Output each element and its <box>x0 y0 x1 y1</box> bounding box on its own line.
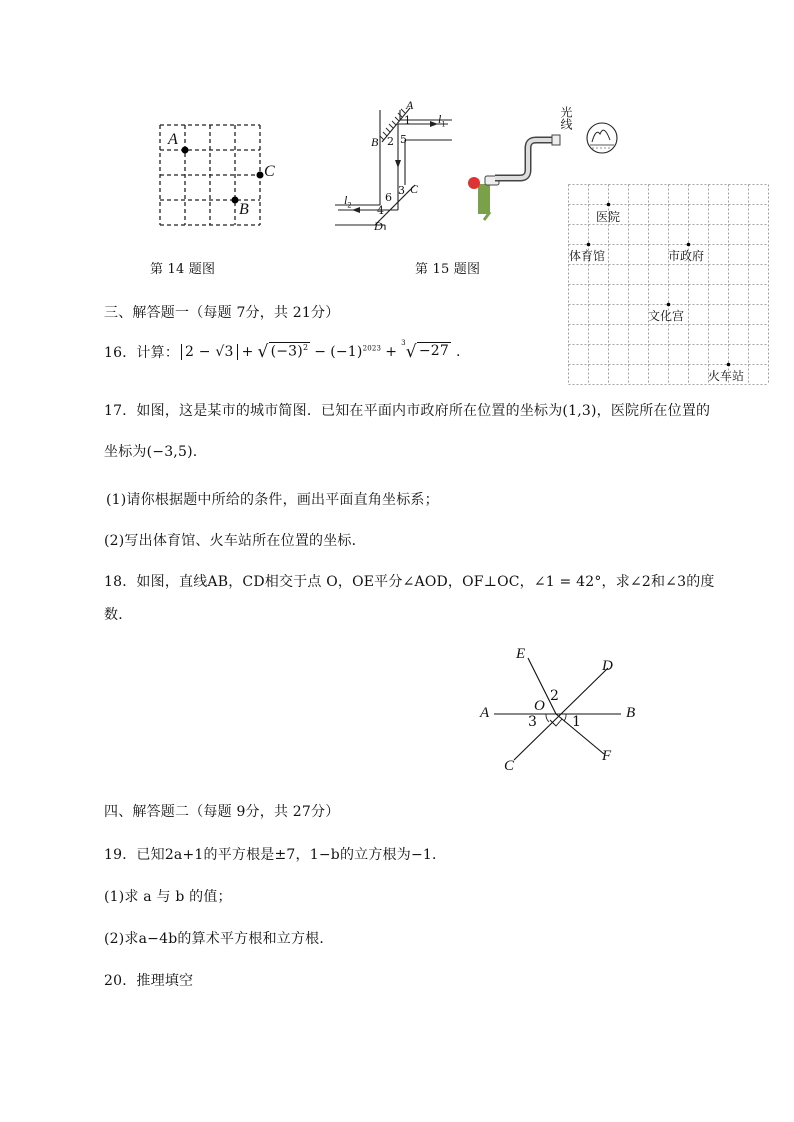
label-angle-2: 2 <box>387 135 394 148</box>
point-b <box>232 197 239 204</box>
label-angle-1: 1 <box>572 714 581 730</box>
label-mirror-a: A <box>406 98 414 112</box>
label-b: B <box>239 201 249 218</box>
q16-end: . <box>455 344 461 360</box>
question-19-sub-1: (1)求 a 与 b 的值； <box>104 889 232 905</box>
figure-18 <box>476 642 646 777</box>
place-hospital: 医院 <box>596 210 621 224</box>
observed-object-icon <box>587 123 617 153</box>
point-a <box>182 147 189 154</box>
question-17-sub-1: (1)请你根据题中所给的条件，画出平面直角坐标系； <box>106 492 439 508</box>
point-c <box>257 172 264 179</box>
q16-plus-1: + <box>241 344 254 360</box>
question-17-line-1: 17．如图，这是某市的城市简图．已知在平面内市政府所在位置的坐标为(1,3)，医院所在位置的 <box>104 403 711 419</box>
question-16 <box>104 339 461 362</box>
section-4-title: 四、解答题二（每题 9分，共 27分） <box>104 804 340 820</box>
label-a: A <box>168 131 178 148</box>
label-angle-4: 4 <box>377 204 384 217</box>
q17-coord-city-hall: (1,3) <box>562 403 597 419</box>
label-d: D <box>602 658 613 674</box>
question-19-line-1: 19．已知2a+1的平方根是±7，1−b的立方根为−1． <box>104 847 447 863</box>
q16-minus: − <box>314 344 327 360</box>
label-angle-6: 6 <box>385 191 392 204</box>
label-o: O <box>534 698 545 714</box>
label-f: F <box>602 748 612 764</box>
figure-18-lines <box>476 642 646 777</box>
question-17-line-2: 坐标为(−3,5). <box>104 444 198 460</box>
label-angle-3: 3 <box>398 184 405 197</box>
city-map <box>568 184 769 385</box>
label-light: 光线 <box>559 106 573 130</box>
hospital-dot <box>607 203 611 207</box>
place-train-station: 火车站 <box>708 369 745 383</box>
label-angle-5: 5 <box>400 133 407 146</box>
label-b: B <box>626 705 636 721</box>
figure-14-caption: 第 14 题图 <box>150 262 216 277</box>
gym-dot <box>587 243 591 247</box>
q16-power: $(-1)^{2023}$ <box>330 344 382 360</box>
figure-14 <box>150 115 290 235</box>
label-mirror-c: C <box>410 182 419 196</box>
label-c: C <box>504 758 515 774</box>
label-mirror-d: D <box>374 219 383 233</box>
q16-sqrt: √ $(-3)^2$ <box>257 342 309 362</box>
question-18-line-1: 18．如图，直线AB，CD相交于点 O，OE平分∠AOD，OF⊥OC，∠1 = 42°，求∠2和∠3的度 <box>104 574 715 590</box>
label-l1: $l_1$ <box>438 112 446 129</box>
label-e: E <box>516 646 526 662</box>
label-c: C <box>264 163 275 180</box>
label-a: A <box>480 705 490 721</box>
label-angle-2: 2 <box>550 688 559 704</box>
question-18-line-2: 数． <box>104 607 133 623</box>
q17-coord-hospital: (−3,5) <box>146 444 193 460</box>
question-17-sub-2: (2)写出体育馆、火车站所在位置的坐标． <box>104 533 366 549</box>
figure-15-caption: 第 15 题图 <box>415 262 481 277</box>
section-3-title: 三、解答题一（每题 7分，共 21分） <box>104 305 340 321</box>
place-city-hall: 市政府 <box>668 249 705 263</box>
label-l2: $l_2$ <box>344 193 352 210</box>
observer-figure <box>468 176 499 220</box>
q16-prefix: 16．计算： <box>104 345 180 361</box>
question-19-sub-2: (2)求a−4b的算术平方根和立方根． <box>104 931 334 947</box>
place-culture-palace: 文化宫 <box>648 309 685 323</box>
label-mirror-b: B <box>371 135 379 149</box>
train-station-dot <box>727 363 731 367</box>
city-hall-dot <box>687 243 691 247</box>
q16-plus-2: + <box>385 344 398 360</box>
culture-palace-dot <box>667 303 671 307</box>
label-angle-3: 3 <box>528 714 537 730</box>
label-angle-1: 1 <box>404 114 411 127</box>
place-gym: 体育馆 <box>569 249 606 263</box>
q16-abs: 2 − √3 <box>181 344 238 360</box>
q16-cube-root: $^3$ √ −27 <box>401 339 449 362</box>
question-20-line-1: 20．推理填空 <box>104 973 194 989</box>
